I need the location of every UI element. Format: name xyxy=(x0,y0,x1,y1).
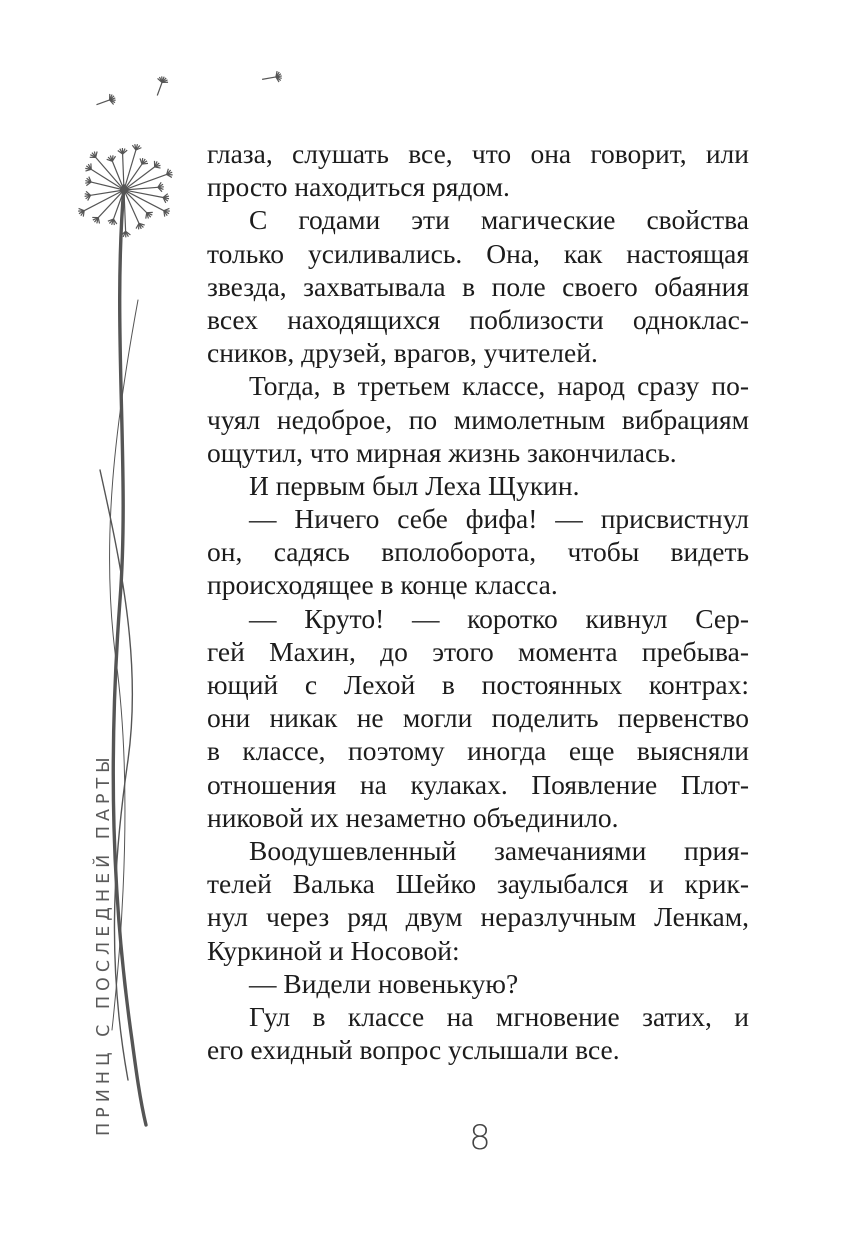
text-line: гей Махин, до этого момента пребыва- xyxy=(207,635,749,667)
seed-filament xyxy=(124,150,136,190)
text-line: чуял недоброе, по мимолетным вибрациям xyxy=(207,403,749,435)
running-title: ПРИНЦ С ПОСЛЕДНЕЙ ПАРТЫ xyxy=(94,752,114,1136)
text-line: только усиливались. Она, как настоящая xyxy=(207,237,749,269)
text-line: отношения на кулаках. Появление Плот- xyxy=(207,768,749,800)
text-line: сников, друзей, врагов, учителей. xyxy=(207,337,598,369)
text-line: звезда, захватывала в поле своего обаяния xyxy=(207,270,749,302)
page-number: 8 xyxy=(469,1118,491,1158)
seed-filament xyxy=(91,169,124,190)
seed-tuft xyxy=(142,163,148,164)
dandelion-core xyxy=(121,187,128,194)
text-line: нул через ряд двум неразлучным Ленкам, xyxy=(207,901,749,933)
text-line: они никак не могли поделить первенство xyxy=(207,702,749,734)
text-line: просто находиться рядом. xyxy=(207,171,510,203)
text-line: ощутил, что мирная жизнь закончилась. xyxy=(207,436,677,468)
flying-seed xyxy=(261,70,283,84)
text-line: всех находящихся поблизости одноклас- xyxy=(207,303,749,335)
text-line: Куркиной и Носовой: xyxy=(207,934,460,966)
seed-filament xyxy=(98,190,124,218)
text-line: его ехидный вопрос услышали все. xyxy=(207,1034,620,1066)
text-line: С годами эти магические свойства xyxy=(249,204,749,236)
body-text xyxy=(207,137,749,1066)
seed-tuft xyxy=(146,213,147,219)
seed-filament xyxy=(124,190,164,211)
seed-filament xyxy=(124,190,139,223)
seed-filament xyxy=(124,167,155,190)
stem-main xyxy=(113,186,146,1125)
flying-seed xyxy=(152,75,169,98)
text-line: Воодушевленный замечаниями прия- xyxy=(249,834,749,866)
seed-filament xyxy=(123,154,124,190)
text-line: никовой их незаметно объединило. xyxy=(207,801,619,833)
text-line: — Видели новенькую? xyxy=(249,967,519,999)
text-line: происходящее в конце класса. xyxy=(207,569,558,601)
text-line: И первым был Леха Щукин. xyxy=(249,469,580,501)
seed-filament xyxy=(96,157,124,190)
flying-seeds xyxy=(95,70,283,110)
text-line: телей Валька Шейко заулыбался и крик- xyxy=(207,868,749,900)
seed-filament xyxy=(91,182,124,190)
text-line: Гул в классе на мгновение затих, и xyxy=(249,1000,749,1032)
seed-tuft xyxy=(155,167,161,168)
dandelion-head xyxy=(78,144,172,237)
text-line: Тогда, в третьем классе, народ сразу по- xyxy=(249,370,749,402)
text-line: в классе, поэтому иногда еще выясняли xyxy=(207,735,749,767)
seed-tuft xyxy=(96,152,97,158)
flying-seed xyxy=(95,93,118,110)
seed-filament xyxy=(124,190,126,231)
text-line: глаза, слушать все, что она говорит, или xyxy=(207,138,749,169)
text-line: — Круто! — коротко кивнул Сер- xyxy=(249,602,749,634)
text-line: он, садясь вполоборота, чтобы видеть xyxy=(207,536,749,568)
text-line: ющий с Лехой в постоянных контрах: xyxy=(207,669,749,700)
text-line: — Ничего себе фифа! — присвистнул xyxy=(249,503,749,535)
